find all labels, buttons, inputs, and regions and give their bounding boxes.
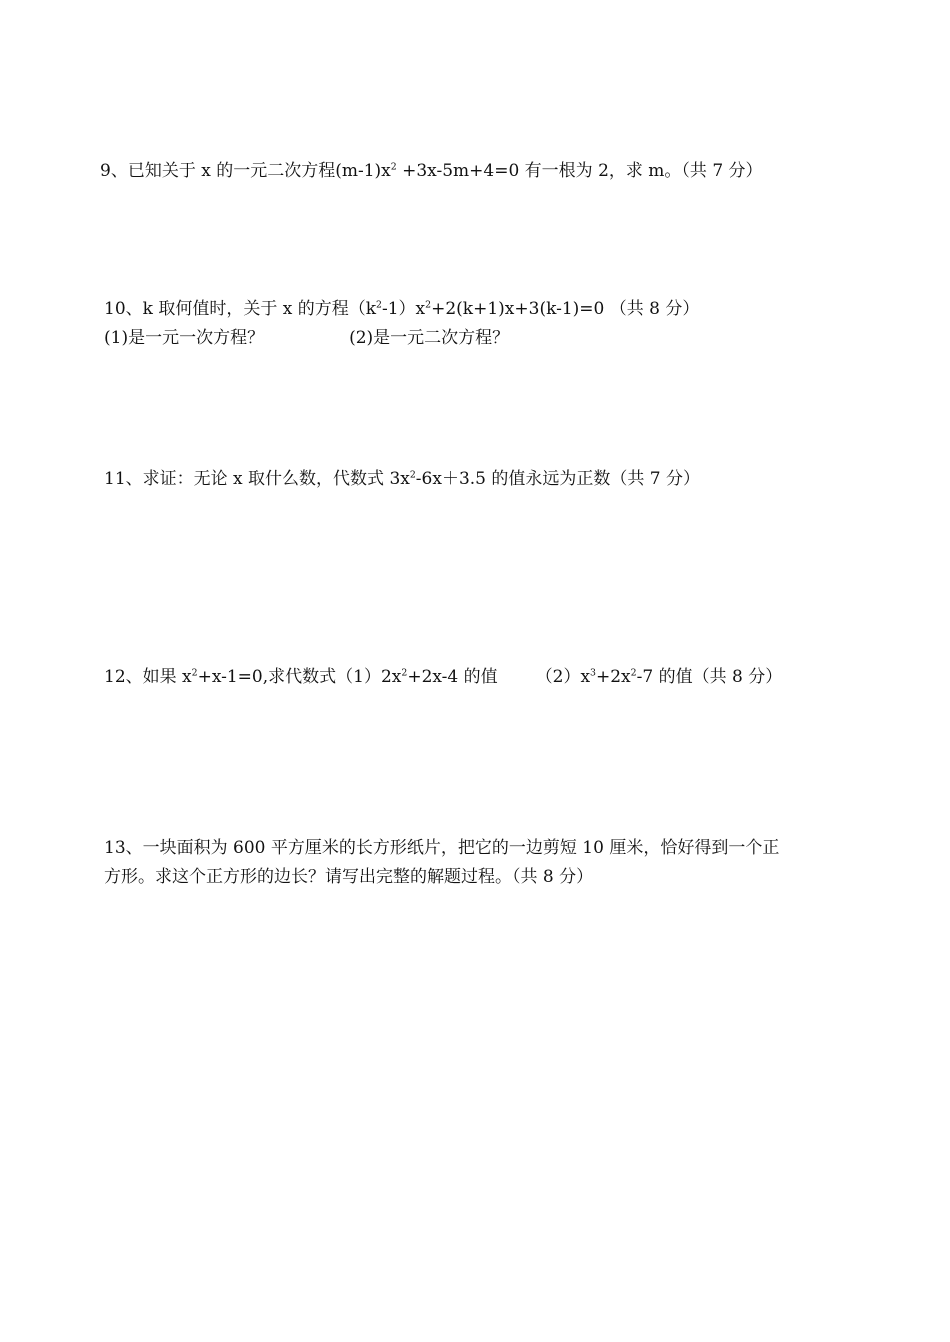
- question-11-text-b: -6x＋3.5 的值永远为正数（共 7 分）: [415, 469, 701, 489]
- question-9-text-a: 已知关于 x 的一元二次方程(m-1)x: [127, 161, 391, 181]
- question-9-line: [100, 158, 860, 187]
- question-10-text-a: k 取何值时，关于 x 的方程（k: [142, 299, 377, 319]
- question-10-line-1: [104, 296, 864, 325]
- question-9-exponent: 2: [390, 161, 397, 173]
- question-11-exponent: 2: [409, 469, 416, 481]
- question-10-number: 10、: [104, 299, 143, 319]
- question-13-line-1: [104, 835, 854, 864]
- question-10-text-b: -1）x: [382, 299, 426, 319]
- question-13-text-line-2: 方形。求这个正方形的边长？请写出完整的解题过程。（共 8 分）: [104, 867, 594, 887]
- question-10-part-2: (2)是一元二次方程？: [349, 328, 510, 348]
- question-9: [100, 158, 860, 187]
- question-11-text-a: 求证：无论 x 取什么数，代数式 3x: [142, 469, 410, 489]
- question-12-text-b: +x-1=0,求代数式（1）2x: [197, 667, 402, 687]
- question-10-text-c: +2(k+1)x+3(k-1)=0 （共 8 分）: [431, 299, 700, 319]
- question-12-text-c: +2x-4 的值: [407, 667, 498, 687]
- question-10: [104, 296, 864, 354]
- question-13-line-2: [104, 864, 854, 893]
- question-12-line: [104, 664, 864, 693]
- question-11-number: 11、: [104, 469, 143, 489]
- question-10-line-2: [104, 325, 864, 354]
- question-12-text-d: （2）x: [535, 667, 591, 687]
- question-12-exponent-3: 3: [590, 667, 596, 679]
- question-10-part-1: (1)是一元一次方程？: [104, 328, 265, 348]
- question-9-number: 9、: [100, 161, 128, 181]
- question-12-text-f: -7 的值（共 8 分）: [636, 667, 783, 687]
- question-12-text-a: 如果 x: [142, 667, 192, 687]
- question-12-text-e: +2x: [596, 667, 631, 687]
- question-12-number: 12、: [104, 667, 143, 687]
- question-11: [104, 466, 864, 495]
- question-13-text-line-1: 一块面积为 600 平方厘米的长方形纸片，把它的一边剪短 10 厘米，恰好得到一个正: [142, 838, 780, 858]
- question-12-exponent-4: 2: [630, 667, 637, 679]
- question-12: [104, 664, 864, 693]
- question-12-exponent-1: 2: [191, 667, 198, 679]
- question-11-line: [104, 466, 864, 495]
- question-10-exponent-2: 2: [425, 299, 432, 311]
- question-9-text-b: +3x-5m+4=0 有一根为 2，求 m。（共 7 分）: [396, 161, 763, 181]
- question-12-exponent-2: 2: [401, 667, 408, 679]
- question-10-exponent-1: 2: [376, 299, 382, 311]
- question-13-number: 13、: [104, 838, 143, 858]
- question-13: [104, 835, 854, 893]
